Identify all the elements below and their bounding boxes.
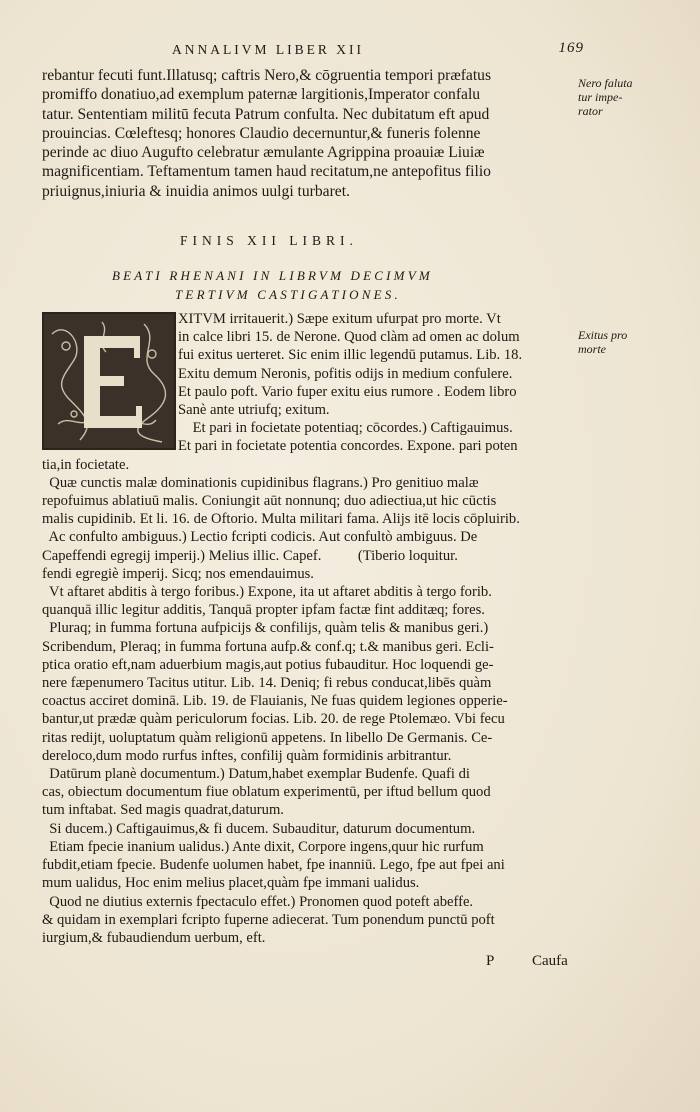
text-line: tatur. Sententiam militū fecuta Patrum confulta. Nec dubitatum eft apud	[42, 105, 490, 123]
commentary-line: Et pari in focietate potentia concordes. Expone. pari poten	[178, 438, 518, 455]
margin-note-line: tur impe-	[578, 90, 623, 104]
commentary-line: nere fæpenumero Tacitus utitur. Lib. 14. Deniq; fi rebus conducat,libēs quàm	[42, 675, 492, 692]
margin-note-line: Nero faluta	[578, 76, 633, 90]
commentary-line: coactus acciret dominā. Lib. 19. de Flauianis, Ne fuas quidem legiones opperie-	[42, 693, 508, 710]
commentary-line: Vt aftaret abditis à tergo foribus.) Expone, ita ut aftaret abditis à tergo forib.	[42, 584, 492, 601]
commentary-line: fui exitus uerteret. Sic enim illic legendū putamus. Lib. 18.	[178, 347, 523, 364]
text-line: perinde ac diuo Augufto celebratur æmulante Agrippina proauiæ Liuiæ	[42, 144, 485, 162]
signature-mark: P	[486, 953, 495, 969]
commentary-line: Quod ne diutius externis fpectaculo effet.) Pronomen quod poteft abeffe.	[42, 893, 474, 910]
commentary-line: cas, obiectum documentum fiue oblatum experimentū, per iftud bellum quod	[42, 784, 491, 801]
commentary-line: Quæ cunctis malæ dominationis cupidinibus flagrans.) Pro genitiuo malæ	[42, 474, 479, 491]
section-title-line-2: TERTIVM CASTIGATIONES.	[175, 287, 401, 302]
running-title: ANNALIVM LIBER XII	[172, 42, 364, 57]
commentary-line: mum ualidus, Hoc enim melius placet,quàm fpe immani ualidus.	[42, 875, 420, 892]
margin-note-exitus	[578, 328, 668, 356]
commentary-text	[42, 310, 574, 947]
commentary-line: bantur,ut prædæ quàm periculorum focias. Lib. 20. de rege Ptolemæo. Vbi fecu	[42, 711, 505, 728]
catchword: Caufa	[532, 953, 568, 969]
text-line: promiffo donatiuo,ad exemplum paternæ largitionis,Imperator confalu	[42, 86, 481, 104]
margin-note-nero	[578, 76, 668, 118]
margin-note-line: rator	[578, 104, 603, 118]
commentary-line: & quidam in exemplari fcripto fuperne adiecerat. Tum ponendum punctū poft	[42, 911, 495, 928]
commentary-line: Etiam fpecie inanium ualidus.) Ante dixit, Corpore ingens,quur hic rurfum	[42, 838, 484, 855]
folio-number: 169	[558, 40, 584, 56]
commentary-line: Sanè ante utriufq; exitum.	[178, 402, 330, 419]
commentary-line: Et paulo poft. Vario fuper exitu eius rumore . Eodem libro	[178, 383, 517, 400]
commentary-line: fubdit,etiam fpecie. Budenfe uolumen habet, fpe inanniū. Lego, fpe aut fpei ani	[42, 857, 505, 874]
commentary-line: fendi egregiè imperij. Sicq; nos emendauimus.	[42, 565, 314, 582]
running-header	[172, 42, 592, 58]
commentary-line: ptica oratio eft,nam aduerbium magis,aut potius fubauditur. Hoc loquendi ge-	[42, 656, 494, 673]
commentary-line: tia,in focietate.	[42, 456, 130, 473]
commentary-line: dereloco,dum modo rurfus inftes, confilij quàm formidinis arbitrantur.	[42, 747, 452, 764]
text-line: priuignus,iniuria & inuidia animos uulgi turbaret.	[42, 182, 350, 200]
commentary-line: Capeffendi egregij imperij.) Melius illic. Capef. (Tiberio loquitur.	[42, 547, 458, 564]
section-title-line-1: BEATI RHENANI IN LIBRVM DECIMVM	[112, 268, 433, 283]
commentary-line: Si ducem.) Caftigauimus,& fi ducem. Subauditur, daturum documentum.	[42, 820, 476, 837]
finis-line: FINIS XII LIBRI.	[180, 233, 358, 248]
commentary-line: Pluraq; in fumma fortuna aufpicijs & confilijs, quàm telis & manibus geri.)	[42, 620, 489, 637]
commentary-line: malis cupidinib. Et li. 16. de Oftorio. Multa militari fama. Alijs itē locis cōpluirib.	[42, 511, 520, 528]
text-line: magnificentiam. Teftamentum tamen haud recitatum,ne antepofitus filio	[42, 163, 491, 181]
annals-text	[42, 66, 580, 201]
commentary-line: repofuimus ablatiuū malis. Coniungit aūt nonnunq; duo adiectiua,ut hic cūctis	[42, 493, 497, 510]
commentary-line: quanquā illic legitur additis, Tanquā propter ipfam factæ fint additæq; fores.	[42, 602, 485, 619]
margin-note-line: morte	[578, 342, 606, 356]
commentary-line: iurgium,& fubaudiendum uerbum, eft.	[42, 929, 266, 946]
text-line: prouincias. Cœleftesq; honores Claudio decernuntur,& funeris folenne	[42, 124, 481, 142]
commentary-line: tum inftabat. Sed magis quadrat,daturum.	[42, 802, 284, 819]
commentary-line: XITVM irritauerit.) Sæpe exitum ufurpat pro morte. Vt	[178, 311, 501, 327]
commentary-line: Datūrum planè documentum.) Datum,habet exemplar Budenfe. Quafi di	[42, 766, 470, 783]
commentary-line: in calce libri 15. de Nerone. Quod clàm ad omen ac dolum	[178, 329, 520, 346]
commentary-line: Et pari in focietate potentiaq; cōcordes.) Caftigauimus.	[178, 420, 513, 437]
margin-note-line: Exitus pro	[578, 328, 628, 342]
commentary-line: Scribendum, Pleraq; in fumma fortuna aufp.& conf.q; t.& manibus geri. Ecli-	[42, 638, 494, 655]
commentary-line: ritas redijt, uoluptatum quàm religionū appetens. In libello De Germanis. Ce-	[42, 729, 493, 746]
commentary-line: Ac confulto ambiguus.) Lectio fcripti codicis. Aut confultò ambiguus. De	[42, 529, 478, 546]
text-line: rebantur fecuti funt.Illatusq; caftris Nero,& cōgruentia tempori præfatus	[42, 67, 492, 84]
commentary-line: Exitu demum Neronis, pofitis odijs in medium confulere.	[178, 365, 513, 382]
